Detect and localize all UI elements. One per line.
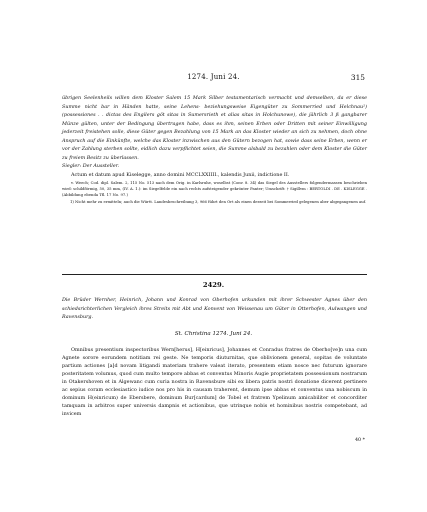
intro-block: [62, 94, 367, 205]
footnote: 1) Nicht mehr zu ermitteln; auch die Württ. Landesbeschreibung 3, 966 führt den Ort als einen derzeit bei Sommerried gelegenen aber abgegangenen auf.: [70, 200, 367, 205]
siegler-line: Siegler: Der Aussteller.: [62, 163, 120, 169]
latin-block: [62, 346, 367, 418]
signature-mark: 40 *: [354, 438, 365, 443]
summary-paragraph: Die Brüder Wernher, Heinrich, Johann und Konrad von Oberhofen urkunden mit ihrer Schwester Agnes über den schiedsrichterlichen Vergleich ihres Streits mit Abt und Konvent von Weissenau um Güter in Otterhofen, Aulwangen und Ravensburg.: [62, 297, 367, 320]
actum-paragraph: Actum et datum apud Kiselegge, anno domini MCCLXXIIII., kalendis Junii, indictione II.: [71, 171, 290, 178]
running-head: 1274. Juni 24.: [187, 73, 240, 81]
summary-block: [62, 296, 367, 322]
document-date: St. Christina 1274. Juni 24.: [174, 331, 253, 337]
latin-text: Omnibus presentium inspectoribus Wern[herus], H[einricus], Johannes et Conradus fratres de Oberho[ve]n una cum Agnete sorore eorundem notitiam rei geste. Ne temporis diuturnitas, que oblivionem general, sopitas de voluntate partium actiones [a]d novam litigandi materiam trahere valeat iterato, presentem etiam nosce nec futurum ignorare posteritatem volumus, quod cum multo tempore abbas et conventus Minoris Augie proprietatem possessionum nostrarum in Otakershoven et in Algewanc cum curia nostra in Ravensbure sibi ex libera patris nostri donatione dicerent pertinere ac sepius coram ecclesiastico iudice nos pro his in causam traherent, demum ipse abbas et conventus una nobiscum in dominum H(einricum) de Ebersbere, dominum Bur[cardum] de Tobel et fratrem Ypelinum amicabiliter et concorditer tamquam in arbitros super universis dampnis et actionibus, que utrinque nobis et hominibus nostris competebant, ad invicem: [62, 347, 367, 418]
document-number: 2429.: [202, 281, 225, 289]
intro-paragraph: übrigen Seelenheils willen dem Kloster Salem 15 Mark Silber testamentarisch vermacht und demselben, da er diese Summe nicht bar in Händen hatte, seine Lehens- beziehungsweise Eigengüter zu Sommerried und Helchnau¹) (possessiones . . dictas des Engilers göt sitas in Sumersrieth et alias sitas in Holchunowe), die jährlich 3 ß gangbarer Münze gülten, unter der Bedingung übertragen habe, dass es ihm, seinen Erben oder Dritten mit seiner Einwilligung jederzeit freistehen solle, diese Güter gegen Bezahlung von 15 Mark an das Kloster wieder an sich zu nehmen, doch ohne Anspruch auf die Einkünfte, welche das Kloster inzwischen aus den Gütern bezogen hat, sowie dass seine Erben, wenn er vor der Zahlung sterben sollte, eidlich dazu verpflichtet seien, die Summe alsbald zu bezahlen oder dem Kloster die Güter zu freiem Besitz zu überlassen.: [62, 95, 367, 161]
separator-line: [62, 274, 367, 275]
page-header: [0, 73, 427, 85]
source-note: v. Weech; Cod. dipl. Salem. 2, 115 No. 513 nach dem Orig. in Karlsruhe, woselbst (Conv. 8. 34) das Siegel des Ausstellers folgendermassen beschrieben wird: schildförmig, 50, 35 mm, (IV. A. 1.): im Siegelfelde ein nach rechts aufsteigender gekrönter Panter; Umschrift: † Sigillvm : BERTOLDI . DE . KISLEGGE . (Abbildung ebenda Tfl. 17 No. 97.): [62, 180, 367, 197]
page-number: 315: [350, 73, 365, 82]
